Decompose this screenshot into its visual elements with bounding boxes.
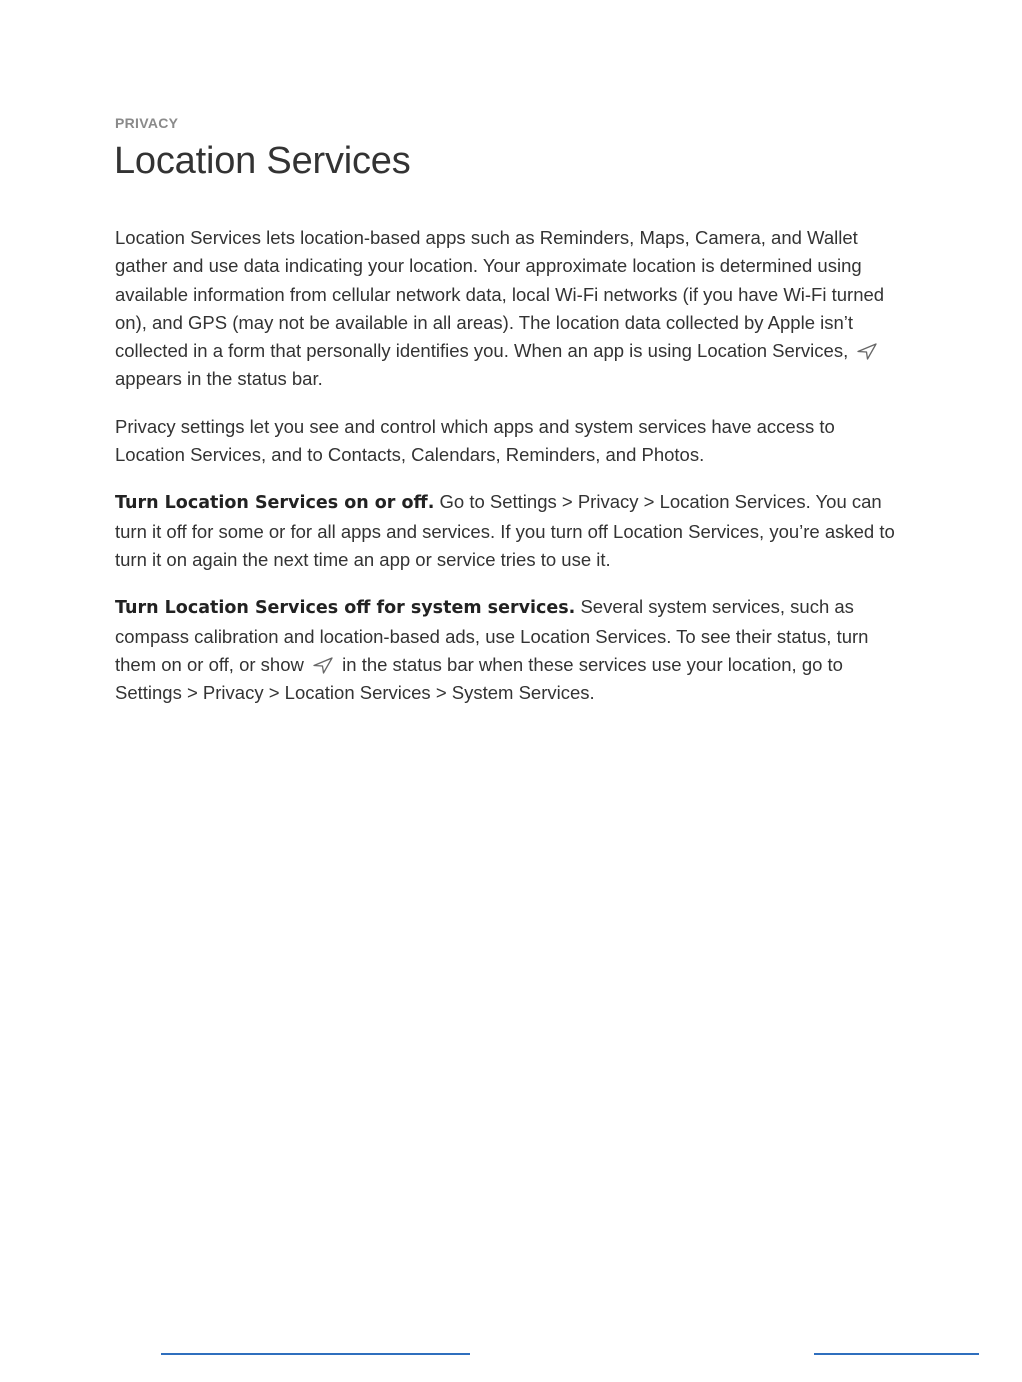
paragraph-system-services [115, 593, 905, 707]
paragraph-system-services-text: Several system services, such as compass calibration and location-based ads, use Location Services. To see their status, turn them on or off, or show [115, 596, 869, 675]
footer-rule-right [814, 1353, 979, 1355]
paragraph-turn-on-off-text: Go to Settings > Privacy > Location Services. You can turn it off for some or for all apps and services. If you turn off Location Services, you’re asked to turn it on again the next time an app or service tries to use it. [115, 491, 895, 570]
paragraph-turn-on-off [115, 488, 905, 574]
location-arrow-icon [312, 656, 334, 674]
paragraph-turn-on-off-heading: Turn Location Services on or off. [115, 493, 435, 514]
location-arrow-icon [856, 342, 878, 360]
section-eyebrow: PRIVACY [115, 115, 179, 131]
paragraph-intro [115, 224, 905, 394]
paragraph-intro-text-end: appears in the status bar. [115, 368, 323, 390]
paragraph-system-services-text-end: in the status bar when these services use your location, go to Settings > Privacy > Location Services > System Services. [115, 653, 843, 704]
paragraph-privacy-settings: Privacy settings let you see and control which apps and system services have access to Location Services, and to Contacts, Calendars, Reminders, and Photos. [115, 415, 835, 466]
paragraph-system-services-heading: Turn Location Services off for system services. [115, 598, 576, 619]
footer-rule-left [161, 1353, 470, 1355]
page-title: Location Services [114, 140, 411, 182]
document-body [115, 224, 905, 726]
paragraph-intro-text: Location Services lets location-based apps such as Reminders, Maps, Camera, and Wallet gather and use data indicating your location. Your approximate location is determined using available information from cellular network data, local Wi-Fi networks (if you have Wi-Fi turned on), and GPS (may not be available in all areas). The location data collected by Apple isn’t collected in a form that personally identifies you. When an app is using Location Services, [115, 227, 885, 362]
